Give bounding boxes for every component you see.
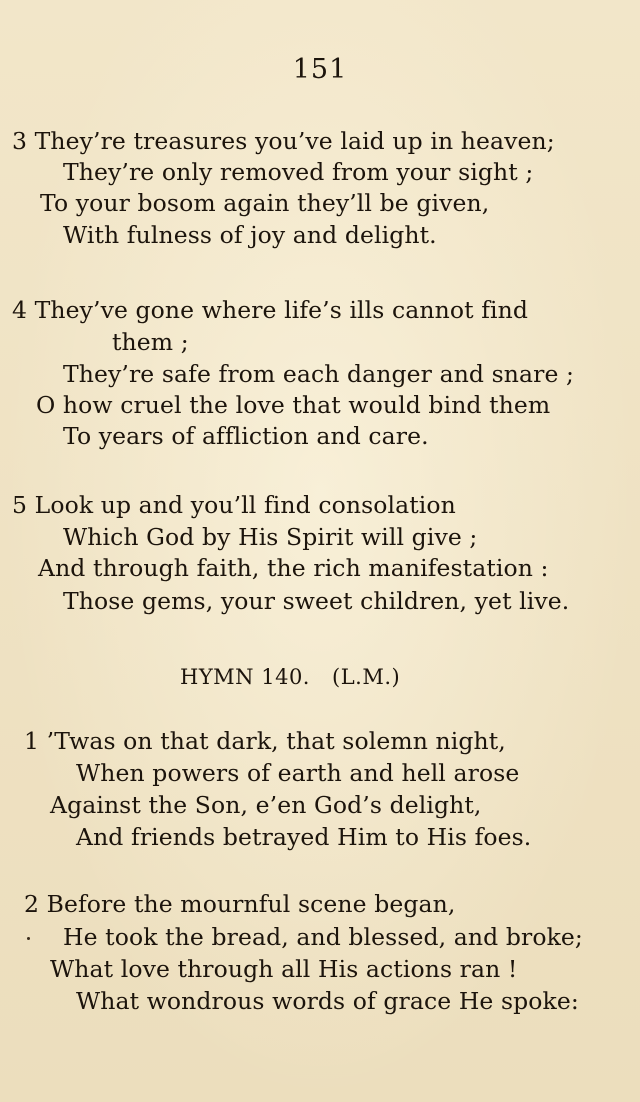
page-number: 151 [292, 54, 348, 85]
hymn-stanza-1-line-4: And friends betrayed Him to His foes. [76, 823, 532, 851]
stanza-3-line-3: To your bosom again they’ll be given, [40, 189, 490, 217]
stanza-4-line-3: They’re safe from each danger and snare ; [63, 360, 575, 388]
hymn-stanza-1-line-1: 1 ’Twas on that dark, that solemn night, [24, 727, 506, 755]
hymn-stanza-1-line-3: Against the Son, e’en God’s delight, [50, 791, 482, 819]
stanza-5-line-1: 5 Look up and you’ll find consolation [12, 491, 456, 519]
stanza-5-line-2: Which God by His Spirit will give ; [63, 523, 478, 551]
stanza-3-line-2: They’re only removed from your sight ; [63, 158, 534, 186]
stanza-4-line-2: them ; [112, 328, 189, 356]
hymn-number: HYMN 140. [180, 665, 310, 689]
stanza-4-line-1: 4 They’ve gone where life’s ills cannot find [12, 296, 529, 324]
hymn-title [180, 665, 400, 689]
hymn-stanza-2-line-1: 2 Before the mournful scene began, [24, 890, 456, 918]
hymn-stanza-2-line-3: What love through all His actions ran ! [50, 955, 518, 983]
stanza-5-line-3: And through faith, the rich manifestation : [38, 554, 549, 582]
stanza-4-line-5: To years of affliction and care. [63, 422, 429, 450]
stanza-5-line-4: Those gems, your sweet children, yet live. [63, 587, 570, 615]
stanza-3-line-1: 3 They’re treasures you’ve laid up in heaven; [12, 127, 555, 155]
stanza-3-line-4: With fulness of joy and delight. [63, 221, 437, 249]
hymn-stanza-2-line-4: What wondrous words of grace He spoke: [76, 987, 579, 1015]
printing-mark [27, 937, 30, 940]
stanza-4-line-4: O how cruel the love that would bind them [36, 391, 551, 419]
hymn-meter: (L.M.) [332, 665, 401, 689]
hymn-stanza-1-line-2: When powers of earth and hell arose [76, 759, 520, 787]
hymn-stanza-2-line-2: He took the bread, and blessed, and broke; [63, 923, 583, 951]
